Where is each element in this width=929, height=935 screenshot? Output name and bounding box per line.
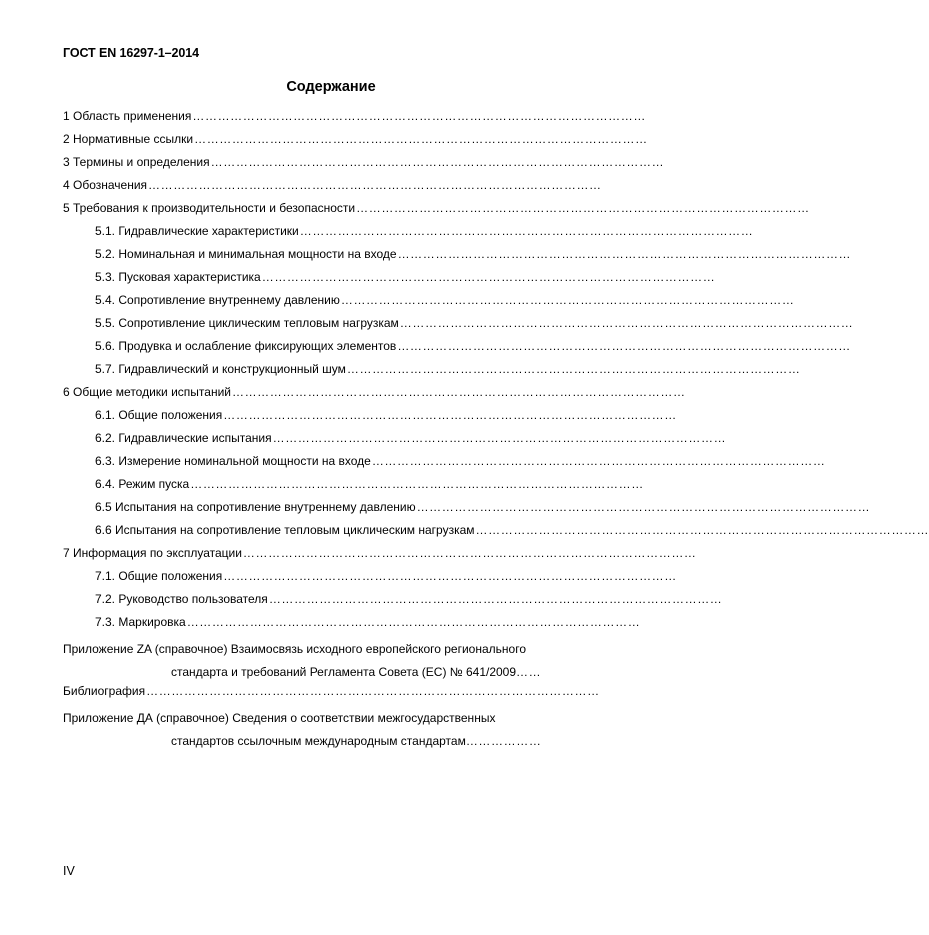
toc-entry-4 <box>63 178 602 201</box>
toc-leader-dots: ……………………………………………………………………………………………… <box>194 132 648 146</box>
toc-annex-za-line1: Приложение ZA (справочное) Взаимосвязь исходного европейского регионального <box>63 642 527 656</box>
toc-leader-dots: ……………………………………………………………………………………………… <box>148 178 602 192</box>
toc-leader-dots: ……………………………………………………………………………………………… <box>192 109 646 123</box>
toc-entry-5-2 <box>63 247 852 270</box>
toc-entry-label: 4 Обозначения <box>63 178 148 192</box>
toc-entry-7-1 <box>63 569 677 592</box>
toc-entry-6-5 <box>63 500 871 523</box>
toc-entry-5-6 <box>63 339 851 362</box>
toc-leader-dots: ……………………………………………………………………………………………… <box>475 523 929 537</box>
toc-leader-dots: ……………………………………………………………………………………………… <box>346 362 801 376</box>
toc-entry-label: 5.5. Сопротивление циклическим тепловым нагрузкам <box>95 316 399 330</box>
toc-annex-za-line2-row <box>63 661 599 684</box>
toc-annex-da <box>63 707 599 753</box>
document-header: ГОСТ EN 16297-1–2014 <box>63 46 199 60</box>
toc-annex-za <box>63 638 599 684</box>
toc-entry-6-6 <box>63 523 929 546</box>
toc-leader-dots: ……………………………………………………………………………………………… <box>190 477 644 491</box>
toc-leader-dots: ……………………………………………………………………………………………… <box>242 546 697 560</box>
toc-entry-bibliography <box>63 684 600 707</box>
toc-entry-label: 7.1. Общие положения <box>95 569 223 583</box>
toc-entry-label: 6.6 Испытания на сопротивление тепловым циклическим нагрузкам <box>95 523 475 537</box>
toc-annex-da-line2: стандартов ссылочным международным стандартам <box>171 734 466 748</box>
toc-entry-label: 7.3. Маркировка <box>95 615 186 629</box>
toc-leader-dots: ……………………………………………………………………………………………… <box>356 201 810 215</box>
toc-entry-label: 6.5 Испытания на сопротивление внутреннему давлению <box>95 500 416 514</box>
toc-leader-dots: ……………………………………………………………………………………………… <box>397 247 852 261</box>
toc-leader-dots: ……………………………………………………………………………………………… <box>268 592 723 606</box>
toc-entry-5-4 <box>63 293 795 316</box>
toc-entry-6-1 <box>63 408 677 431</box>
toc-entry-label: 7 Информация по эксплуатации <box>63 546 242 560</box>
toc-entry-label: 5.2. Номинальная и минимальная мощности на входе <box>95 247 397 261</box>
toc-leader-dots: ……………………………………………………………………………………………… <box>223 408 677 422</box>
toc-leader-dots: ……………………………………………………………………………………………… <box>371 454 826 468</box>
toc-leader-dots: ……………………………………………………………………………………………… <box>397 339 851 353</box>
toc-entry-label: 6.3. Измерение номинальной мощности на входе <box>95 454 371 468</box>
toc-leader-dots: ……………………………………………………………………………………………… <box>146 684 600 698</box>
toc-leader-dots: ……………………………………………………………………………………………… <box>416 500 871 514</box>
toc-entry-5-3 <box>63 270 716 293</box>
toc-entry-5-1 <box>63 224 754 247</box>
toc-entry-label: 5.1. Гидравлические характеристики <box>95 224 299 238</box>
toc-entry-label: 5.7. Гидравлический и конструкционный шум <box>95 362 346 376</box>
toc-entry-label: 5.4. Сопротивление внутреннему давлению <box>95 293 340 307</box>
toc-leader-dots: ……………………………………………………………………………………………… <box>272 431 727 445</box>
toc-entry-label: 6.2. Гидравлические испытания <box>95 431 272 445</box>
toc-leader-dots: ……………… <box>465 734 542 748</box>
toc-leader-dots: ……………………………………………………………………………………………… <box>340 293 795 307</box>
toc-leader-dots: ……………………………………………………………………………………………… <box>210 155 665 169</box>
toc-entry-label: 5.6. Продувка и ослабление фиксирующих элементов <box>95 339 397 353</box>
toc-leader-dots: ……………………………………………………………………………………………… <box>223 569 677 583</box>
toc-entry-6-3 <box>63 454 826 477</box>
toc-entry-2 <box>63 132 648 155</box>
toc-entry-1 <box>63 109 646 132</box>
toc-leader-dots: ……………………………………………………………………………………………… <box>261 270 716 284</box>
toc-entry-6-4 <box>63 477 644 500</box>
toc-entry-label: 3 Термины и определения <box>63 155 210 169</box>
toc-entry-label: 7.2. Руководство пользователя <box>95 592 268 606</box>
toc-entry-label: 2 Нормативные ссылки <box>63 132 194 146</box>
toc-entry-5-7 <box>63 362 801 385</box>
toc-entry-label: 6.1. Общие положения <box>95 408 223 422</box>
toc-entry-label: 5.3. Пусковая характеристика <box>95 270 261 284</box>
toc-entry-5 <box>63 201 810 224</box>
toc-entry-6 <box>63 385 686 408</box>
toc-leader-dots: ……………………………………………………………………………………………… <box>231 385 686 399</box>
toc-entry-3 <box>63 155 665 178</box>
table-of-contents <box>63 109 929 753</box>
toc-entry-7-2 <box>63 592 723 615</box>
page-title: Содержание <box>286 79 376 95</box>
toc-leader-dots: …… <box>516 665 542 679</box>
toc-entry-label: Библиография <box>63 684 146 698</box>
toc-entry-label: 6 Общие методики испытаний <box>63 385 231 399</box>
toc-entry-5-5 <box>63 316 854 339</box>
toc-annex-da-line1: Приложение ДА (справочное) Сведения о соответствии межгосударственных <box>63 711 496 725</box>
toc-annex-da-line2-row <box>63 730 599 753</box>
toc-leader-dots: ……………………………………………………………………………………………… <box>399 316 854 330</box>
toc-leader-dots: ……………………………………………………………………………………………… <box>299 224 754 238</box>
toc-entry-6-2 <box>63 431 727 454</box>
toc-entry-label: 1 Область применения <box>63 109 192 123</box>
toc-entry-7 <box>63 546 697 569</box>
toc-leader-dots: ……………………………………………………………………………………………… <box>186 615 641 629</box>
toc-annex-za-line2: стандарта и требований Регламента Совета (ЕС) № 641/2009 <box>171 665 517 679</box>
toc-entry-7-3 <box>63 615 641 638</box>
toc-entry-label: 6.4. Режим пуска <box>95 477 190 491</box>
page-number: IV <box>63 864 75 878</box>
toc-entry-label: 5 Требования к производительности и безопасности <box>63 201 356 215</box>
